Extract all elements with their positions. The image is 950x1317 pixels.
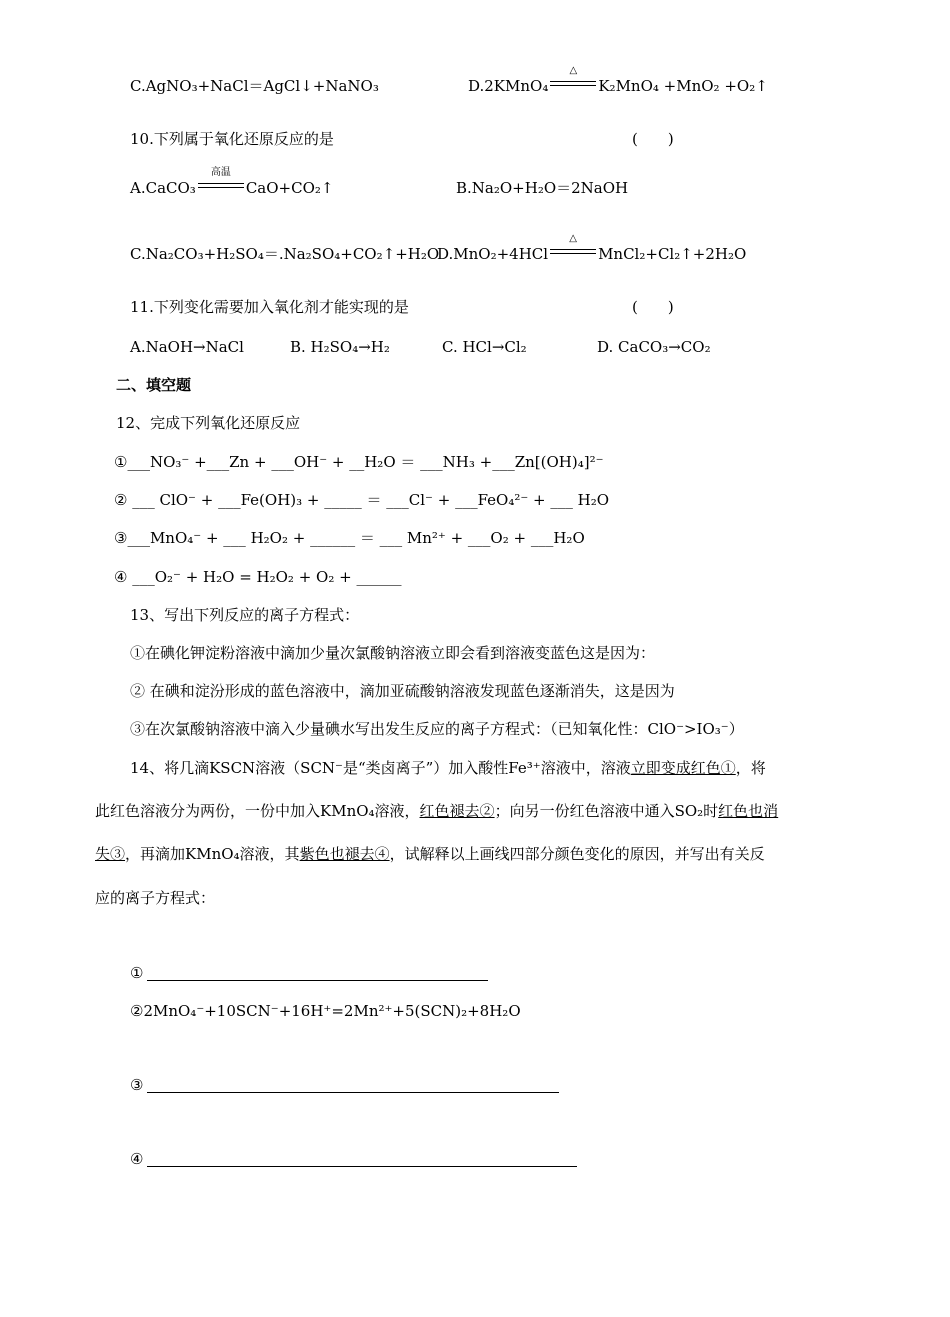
q14-underlined-4: 紫色也褪去④ bbox=[299, 845, 390, 863]
answer-1-blank[interactable] bbox=[147, 980, 488, 981]
q12-equation-1[interactable]: ①___NO₃⁻ +___Zn + ___OH⁻ + __H₂O ＝ ___NH₃ +___Zn[(OH)₄]²⁻ bbox=[114, 453, 604, 471]
q10-option-b: B.Na₂O+H₂O＝2NaOH bbox=[456, 179, 629, 197]
answer-4-blank[interactable] bbox=[147, 1166, 577, 1167]
q14-text: ；向另一份红色溶液中通入SO₂时 bbox=[494, 802, 719, 820]
q10-option-a-reactants: A.CaCO₃ bbox=[130, 179, 196, 197]
high-temp-label: 高温 bbox=[210, 167, 231, 178]
answer-4-label: ④ bbox=[130, 1150, 144, 1168]
answer-3-label: ③ bbox=[130, 1076, 144, 1094]
q9-option-c: C.AgNO₃+NaCl＝AgCl↓+NaNO₃ bbox=[130, 77, 379, 95]
q14-paragraph-line-1 bbox=[130, 758, 766, 778]
q14-paragraph-line-4: 应的离子方程式： bbox=[95, 889, 216, 907]
q10-option-d-reactants: D.MnO₂+4HCl bbox=[437, 245, 549, 263]
q10-answer-paren[interactable]: ( ) bbox=[632, 130, 674, 148]
answer-1-label: ① bbox=[130, 964, 144, 982]
high-temp-condition-sign bbox=[198, 167, 244, 199]
heat-condition-sign bbox=[550, 65, 596, 97]
heat-condition-sign bbox=[550, 233, 596, 265]
q14-text: ，再滴加KMnO₄溶液，其 bbox=[125, 845, 300, 863]
answer-2: ②2MnO₄⁻+10SCN⁻+16H⁺=2Mn²⁺+5(SCN)₂+8H₂O bbox=[130, 1002, 521, 1020]
q11-option-a: A.NaOH→NaCl bbox=[130, 338, 244, 356]
q9-option-d-reactants: D.2KMnO₄ bbox=[468, 77, 549, 95]
q12-equation-4[interactable]: ④ ___O₂⁻ + H₂O = H₂O₂ + O₂ + ______ bbox=[114, 568, 402, 586]
q13-item-2: ② 在碘和淀汾形成的蓝色溶液中，滴加亚硫酸钠溶液发现蓝色逐渐消失，这是因为 bbox=[130, 682, 675, 700]
q9-option-d bbox=[468, 65, 768, 97]
q14-text: 14、将几滴KSCN溶液（SCN⁻是“类卤离子”）加入酸性Fe³⁺溶液中，溶液 bbox=[130, 759, 631, 777]
section-title: 二、填空题 bbox=[116, 376, 192, 394]
q10-stem: 10.下列属于氧化还原反应的是 bbox=[130, 130, 334, 148]
q11-stem: 11.下列变化需要加入氧化剂才能实现的是 bbox=[130, 298, 409, 316]
q14-underlined-3a: 红色也消 bbox=[718, 802, 779, 820]
heat-triangle-icon: △ bbox=[569, 65, 578, 76]
q10-option-d-products: MnCl₂+Cl₂↑+2H₂O bbox=[598, 245, 747, 263]
q12-equation-3[interactable]: ③___MnO₄⁻ + ___ H₂O₂ + ______ ＝ ___ Mn²⁺ + ___O₂ + ___H₂O bbox=[114, 529, 585, 547]
heat-triangle-icon: △ bbox=[569, 233, 577, 244]
q12-stem: 12、完成下列氧化还原反应 bbox=[116, 414, 301, 432]
answer-3-blank[interactable] bbox=[147, 1092, 559, 1093]
q14-paragraph-line-3 bbox=[95, 844, 765, 864]
q12-equation-2[interactable]: ② ___ ClO⁻ + ___Fe(OH)₃ + _____ ＝ ___Cl⁻ + ___FeO₄²⁻ + ___ H₂O bbox=[114, 491, 610, 509]
q9-option-d-products: K₂MnO₄ +MnO₂ +O₂↑ bbox=[598, 77, 768, 95]
q13-item-3: ③在次氯酸钠溶液中滴入少量碘水写出发生反应的离子方程式：（已知氧化性：ClO⁻>IO₃⁻） bbox=[130, 720, 744, 738]
q11-option-d: D. CaCO₃→CO₂ bbox=[597, 338, 711, 356]
q13-item-1: ①在碘化钾淀粉溶液中滴加少量次氯酸钠溶液立即会看到溶液变蓝色这是因为： bbox=[130, 644, 656, 662]
q11-answer-paren[interactable]: ( ) bbox=[632, 298, 674, 316]
q10-option-c: C.Na₂CO₃+H₂SO₄＝.Na₂SO₄+CO₂↑+H₂O bbox=[130, 245, 440, 263]
q10-option-a-products: CaO+CO₂↑ bbox=[245, 179, 334, 197]
q14-text: ，将 bbox=[735, 759, 766, 777]
q11-option-b: B. H₂SO₄→H₂ bbox=[290, 338, 390, 356]
q10-option-d bbox=[437, 233, 747, 265]
q14-paragraph-line-2 bbox=[95, 801, 778, 821]
q11-option-c: C. HCl→Cl₂ bbox=[442, 338, 527, 356]
q14-underlined-2: 红色褪去② bbox=[419, 802, 495, 820]
q14-underlined-1: 立即变成红色① bbox=[630, 759, 736, 777]
q14-text: 此红色溶液分为两份，一份中加入KMnO₄溶液， bbox=[95, 802, 420, 820]
q14-text: ，试解释以上画线四部分颜色变化的原因，并写出有关反 bbox=[389, 845, 765, 863]
q10-option-a bbox=[130, 167, 334, 199]
q14-underlined-3b: 失③ bbox=[95, 845, 126, 863]
q13-stem: 13、写出下列反应的离子方程式： bbox=[130, 606, 360, 624]
